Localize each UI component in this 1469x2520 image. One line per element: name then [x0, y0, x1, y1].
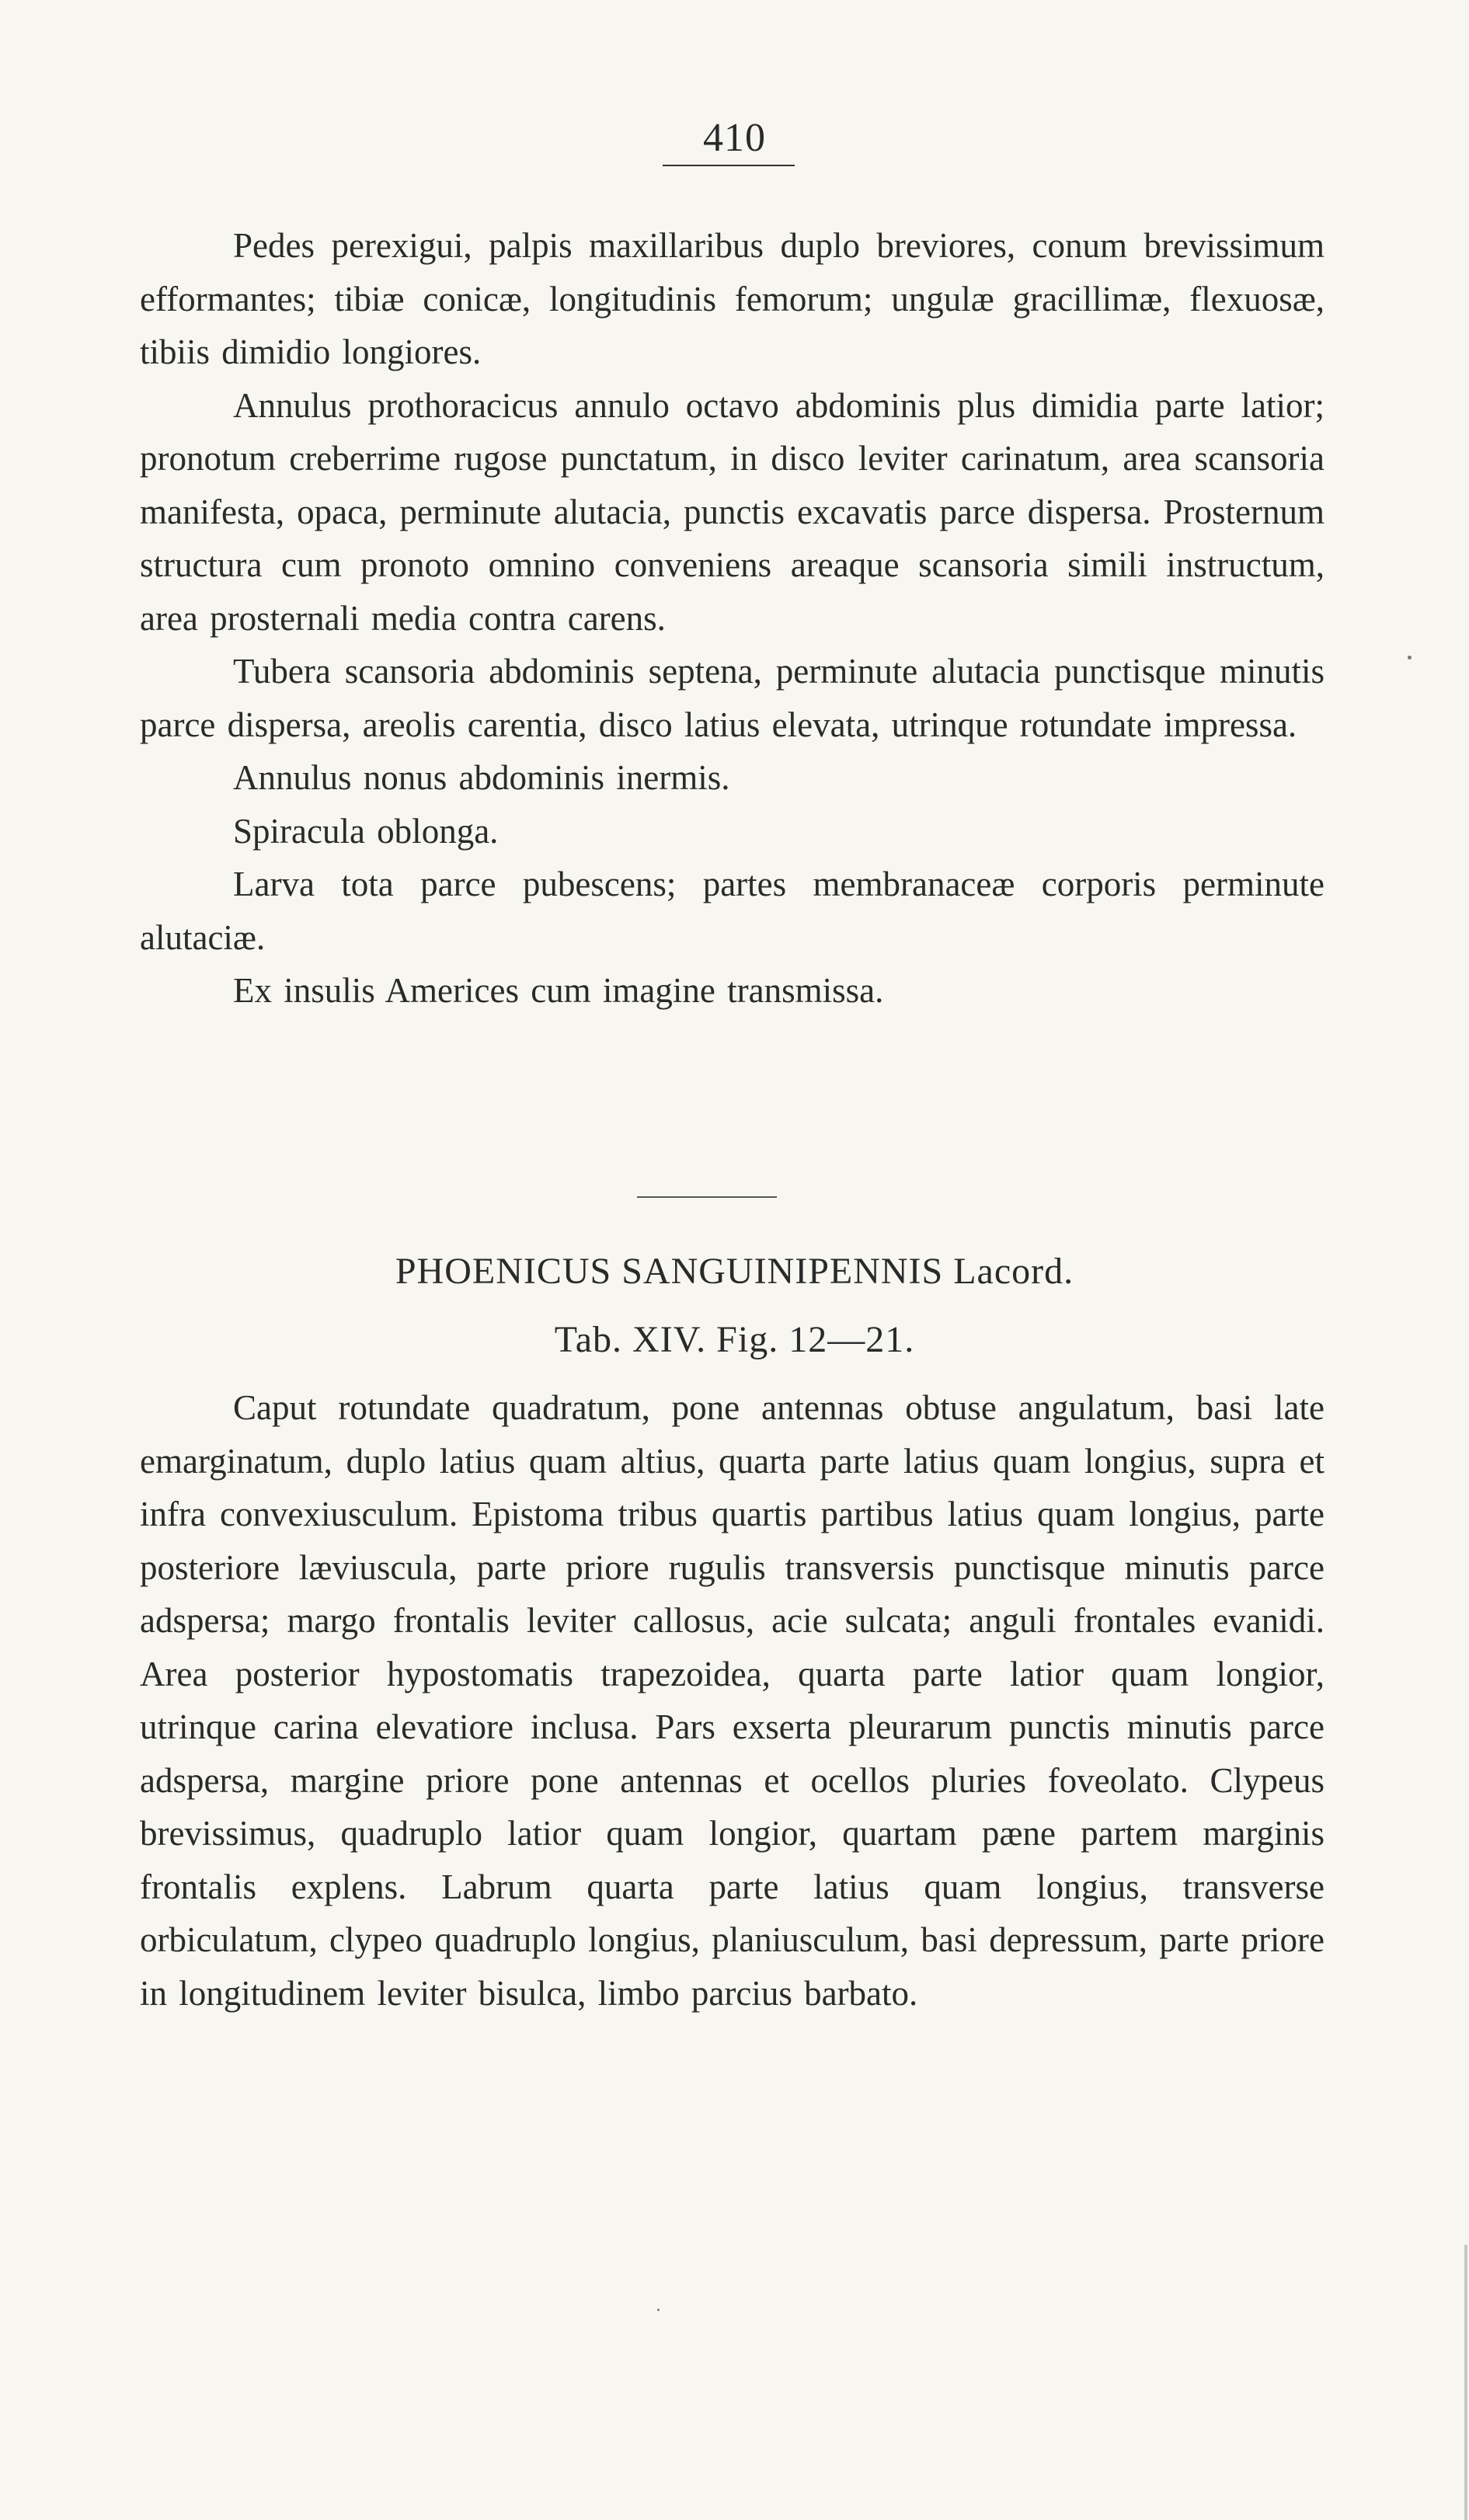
page-number-underline	[663, 165, 795, 166]
paragraph: Pedes perexigui, palpis maxillaribus duplo breviores, conum brevissimum efformantes; tibiæ conicæ, longitudinis femorum; ungulæ gracillimæ, flexuosæ, tibiis dimidio longiores.	[140, 226, 1325, 371]
first-section-text	[140, 219, 1325, 1018]
paragraph: Ex insulis Americes cum imagine transmissa.	[233, 971, 884, 1010]
paragraph: Annulus prothoracicus annulo octavo abdominis plus dimidia parte latior; pronotum creberrime rugose punctatum, in disco leviter carinatum, area scansoria manifesta, opaca, perminute alutacia, punctis excavatis parce dispersa. Prosternum structura cum pronoto omnino conveniens areaque scansoria simili instructum, area prosternali media contra carens.	[140, 385, 1325, 638]
section-divider	[637, 1196, 777, 1198]
speck-mark	[1408, 656, 1412, 660]
species-heading: PHOENICUS SANGUINIPENNIS Lacord.	[395, 1251, 1074, 1292]
paragraph: Tubera scansoria abdominis septena, perminute alutacia punctisque minutis parce dispersa, areolis carentia, disco latius elevata, utrinque rotundate impressa.	[140, 652, 1325, 744]
page-number: 410	[703, 116, 766, 160]
second-section-text	[140, 1381, 1325, 2020]
plate-reference: Tab. XIV. Fig. 12—21.	[554, 1319, 915, 1360]
paragraph: Larva tota parce pubescens; partes membranaceæ corporis perminute alutaciæ.	[140, 865, 1325, 957]
paragraph: Spiracula oblonga.	[233, 811, 499, 851]
speck-mark	[657, 2309, 660, 2311]
paragraph: Caput rotundate quadratum, pone antennas obtuse angulatum, basi late emarginatum, duplo latius quam altius, quarta parte latius quam longius, supra et infra convexiusculum. Epistoma tribus quartis partibus latius quam longius, parte posteriore læviuscula, parte priore rugulis transversis punctisque minutis parce adspersa; margo frontalis leviter callosus, acie sulcata; anguli frontales evanidi. Area posterior hypostomatis trapezoidea, quarta parte latior quam longior, utrinque carina elevatiore inclusa. Pars exserta pleurarum punctis minutis parce adspersa, margine priore pone antennas et ocellos pluries foveolato. Clypeus brevissimus, quadruplo latior quam longior, quartam pæne partem marginis frontalis explens. Labrum quarta parte latius quam longius, transverse orbiculatum, clypeo quadruplo longius, planiusculum, basi depressum, parte priore in longitudinem leviter bisulca, limbo parcius barbato.	[140, 1388, 1325, 2013]
page-edge-mark	[1464, 2245, 1467, 2520]
paragraph: Annulus nonus abdominis inermis.	[233, 758, 730, 797]
